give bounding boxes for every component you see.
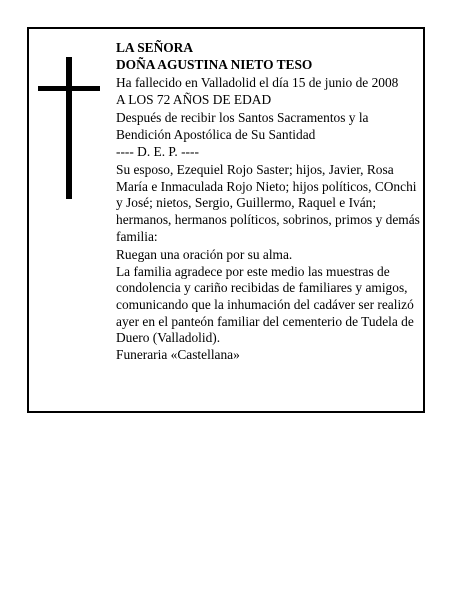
deceased-name: DOÑA AGUSTINA NIETO TESO xyxy=(116,56,313,72)
sacraments-text: Después de recibir los Santos Sacramentos y la Bendición Apostólica de Su Santidad xyxy=(116,110,369,142)
family-list: Su esposo, Ezequiel Rojo Saster; hijos, Javier, Rosa María e Inmaculada Rojo Nieto; hijos políticos, COnchi y José; nietos, Sergio, Guillermo, Raquel e Iván; hermanos, hermanos políticos, sobrinos, primos y demás familia: xyxy=(116,162,420,244)
notice-text-block xyxy=(116,40,424,363)
family-thanks: La familia agradece por este medio las muestras de condolencia y cariño recibidas de familiares y amigos, comunicando que la inhumación del cadáver ser realizó ayer en el panteón familiar del cementerio de Tudela de Duero (Valladolid). xyxy=(116,263,414,346)
prayer-request: Ruegan una oración por su alma. xyxy=(116,247,293,263)
death-info: Ha fallecido en Valladolid el día 15 de junio de 2008 xyxy=(116,75,399,91)
age-at-death: A LOS 72 AÑOS DE EDAD xyxy=(116,91,272,107)
cross-horizontal-bar xyxy=(38,86,100,91)
heading-title: LA SEÑORA xyxy=(116,40,194,55)
cross-vertical-bar xyxy=(66,57,72,199)
obituary-notice xyxy=(27,27,425,413)
dep-line: ---- D. E. P. ---- xyxy=(116,143,199,159)
funeral-home: Funeraria «Castellana» xyxy=(116,346,240,362)
